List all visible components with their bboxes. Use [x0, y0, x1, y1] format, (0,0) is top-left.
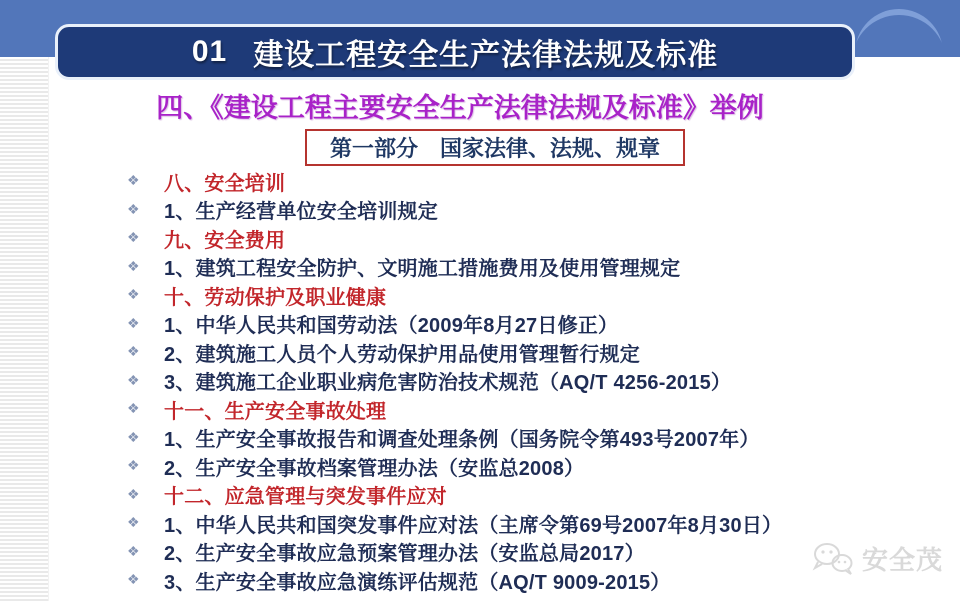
- diamond-bullet-icon: ❖: [127, 485, 140, 502]
- list-item: [127, 167, 897, 196]
- list-item-text: 2、生产安全事故应急预案管理办法（安监总局2017）: [164, 543, 645, 566]
- list-item-text: 十一、生产安全事故处理: [164, 400, 387, 423]
- list-item-text: 2、建筑施工人员个人劳动保护用品使用管理暂行规定: [164, 343, 640, 366]
- list-item: [127, 395, 897, 424]
- list-item-text: 1、中华人民共和国突发事件应对法（主席令第69号2007年8月30日）: [164, 514, 783, 537]
- list-item-text: 1、建筑工程安全防护、文明施工措施费用及使用管理规定: [164, 258, 681, 281]
- list-item: [127, 281, 897, 310]
- diamond-bullet-icon: ❖: [127, 257, 140, 274]
- list-item-text: 1、中华人民共和国劳动法（2009年8月27日修正）: [164, 315, 619, 338]
- diamond-bullet-icon: ❖: [127, 200, 140, 217]
- list-item: [127, 338, 897, 367]
- list-item-text: 1、生产经营单位安全培训规定: [164, 201, 438, 224]
- list-item-text: 十、劳动保护及职业健康: [164, 286, 387, 309]
- diamond-bullet-icon: ❖: [127, 400, 140, 417]
- list-item: [127, 310, 897, 339]
- list-item-text: 八、安全培训: [164, 172, 286, 195]
- diamond-bullet-icon: ❖: [127, 229, 140, 246]
- diamond-bullet-icon: ❖: [127, 371, 140, 388]
- list-item-text: 1、生产安全事故报告和调查处理条例（国务院令第493号2007年）: [164, 429, 760, 452]
- list-item-text: 2、生产安全事故档案管理办法（安监总2008）: [164, 457, 585, 480]
- diamond-bullet-icon: ❖: [127, 514, 140, 531]
- list-item-text: 十二、应急管理与突发事件应对: [164, 486, 447, 509]
- diamond-bullet-icon: ❖: [127, 314, 140, 331]
- slide-subtitle: 四、《建设工程主要安全生产法律法规及标准》举例: [156, 92, 764, 123]
- left-lined-texture: [0, 57, 49, 601]
- diamond-bullet-icon: ❖: [127, 172, 140, 189]
- watermark-text: 安全茂: [862, 545, 944, 575]
- chapter-title-banner: [55, 24, 855, 80]
- list-item: [127, 253, 897, 282]
- law-list: [127, 167, 897, 595]
- diamond-bullet-icon: ❖: [127, 343, 140, 360]
- wechat-icon: [812, 541, 854, 577]
- list-item-text: 3、生产安全事故应急演练评估规范（AQ/T 9009-2015）: [164, 571, 671, 594]
- diamond-bullet-icon: ❖: [127, 542, 140, 559]
- watermark: [812, 540, 943, 577]
- list-item: [127, 424, 897, 453]
- part-heading-box: 第一部分 国家法律、法规、规章: [305, 129, 685, 166]
- chapter-number: 01: [191, 35, 228, 68]
- list-item: [127, 481, 897, 510]
- list-item: [127, 452, 897, 481]
- diamond-bullet-icon: ❖: [127, 428, 140, 445]
- diamond-bullet-icon: ❖: [127, 286, 140, 303]
- list-item: [127, 509, 897, 538]
- diamond-bullet-icon: ❖: [127, 571, 140, 588]
- chapter-title: 建设工程安全生产法律法规及标准: [253, 39, 719, 72]
- list-item: [127, 538, 897, 567]
- list-item: [127, 367, 897, 396]
- list-item: [127, 566, 897, 595]
- list-item: [127, 224, 897, 253]
- list-item-text: 3、建筑施工企业职业病危害防治技术规范（AQ/T 4256-2015）: [164, 372, 732, 395]
- list-item-text: 九、安全费用: [164, 229, 286, 252]
- diamond-bullet-icon: ❖: [127, 457, 140, 474]
- list-item: [127, 196, 897, 225]
